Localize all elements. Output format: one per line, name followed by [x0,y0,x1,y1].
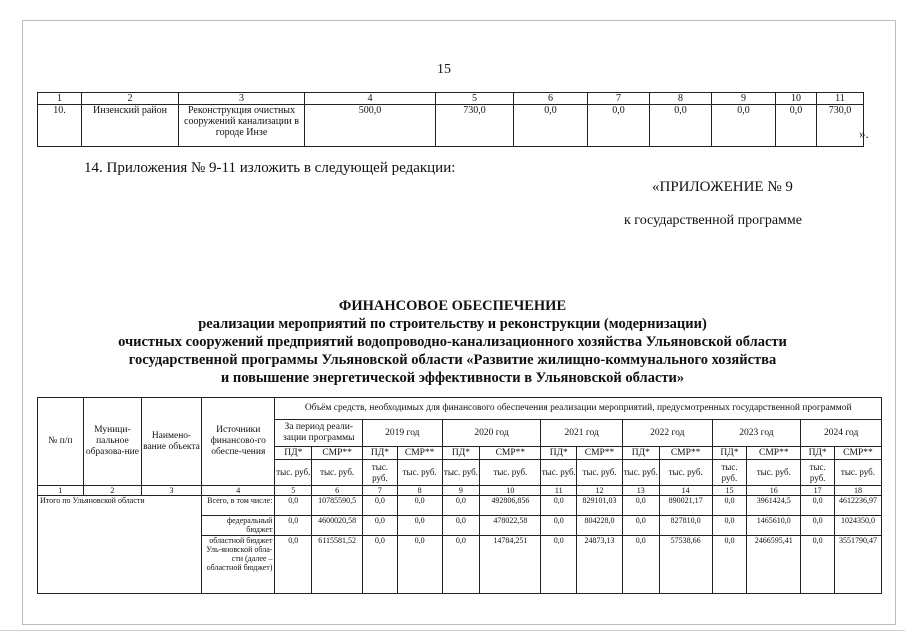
column-number: 13 [622,486,659,496]
value-cell: 0,0 [363,516,398,536]
col-source-header: Источники финансово-го обеспе-чения [202,398,275,486]
title-line: реализации мероприятий по строительству и реконструкции (модернизации) [198,316,707,332]
value-cell: 0,0 [712,496,747,516]
column-number-row [38,486,882,496]
scan-edge-line [0,630,905,631]
value-cell: 0,0 [541,496,577,516]
col-object-header: Наимено-вание объекта [141,398,201,486]
column-number: 16 [747,486,801,496]
value-cell: 3961424,5 [747,496,801,516]
value-cell: 1024350,0 [834,516,881,536]
title-line: и повышение энергетической эффективности в Ульяновской области» [220,370,685,386]
col-number-header: № п/п [38,398,84,486]
value-cell: 0,0 [363,496,398,516]
table-header-row [38,398,882,420]
period-2024-header: 2024 год [801,420,882,447]
header-cell: 11 [817,93,864,105]
source-cell: Всего, в том числе: [202,496,275,516]
source-cell: областной бюджет Уль-яновской обла-сти (далее – областной бюджет) [202,536,275,594]
smr-header: СМР** [747,447,801,460]
value-cell: 3551790,47 [834,536,881,594]
units-cell: тыс. руб. [747,460,801,486]
value-cell: 4600020,58 [312,516,363,536]
value-cell: 0,0 [622,496,659,516]
smr-header: СМР** [312,447,363,460]
column-number: 9 [442,486,480,496]
value-cell: 24873,13 [577,536,623,594]
title-line: ФИНАНСОВОЕ ОБЕСПЕЧЕНИЕ [338,298,567,314]
pd-header: ПД* [622,447,659,460]
column-number: 15 [712,486,747,496]
value-cell: 478022,58 [480,516,541,536]
column-number: 5 [275,486,312,496]
column-number: 6 [312,486,363,496]
pd-header: ПД* [712,447,747,460]
period-2023-header: 2023 год [712,420,801,447]
smr-header: СМР** [397,447,442,460]
period-2021-header: 2021 год [541,420,623,447]
table-row [38,105,864,147]
header-cell: 3 [179,93,305,105]
value-cell: 0,0 [801,496,835,516]
units-cell: тыс. руб. [622,460,659,486]
units-cell: тыс. руб. [397,460,442,486]
title-line: очистных сооружений предприятий водопроводно-канализационного хозяйства Ульяновской области [118,334,787,350]
value-cell: 0,0 [541,536,577,594]
top-table-header [38,93,864,105]
col-municipal-header: Муници-пальное образова-ние [83,398,141,486]
column-number: 4 [202,486,275,496]
paragraph-14: 14. Приложения № 9-11 изложить в следующей редакции: [84,160,456,176]
units-cell: тыс. руб. [442,460,480,486]
value-cell: 14784,251 [480,536,541,594]
document-title [30,297,875,387]
value-cell: 4612236,97 [834,496,881,516]
smr-header: СМР** [480,447,541,460]
value-cell: 0,0 [776,105,817,147]
value-cell: 0,0 [712,536,747,594]
title-line: государственной программы Ульяновской области «Развитие жилищно-коммунального хозяйства [128,352,777,368]
units-cell: тыс. руб. [275,460,312,486]
value-cell: 827810,0 [659,516,712,536]
value-cell: 492806,856 [480,496,541,516]
value-cell: 829101,03 [577,496,623,516]
column-number: 10 [480,486,541,496]
value-cell: 10785590,5 [312,496,363,516]
header-cell: 5 [436,93,514,105]
pd-header: ПД* [541,447,577,460]
source-cell: федеральный бюджет [202,516,275,536]
header-cell: 8 [650,93,712,105]
value-cell: 0,0 [442,496,480,516]
units-cell: тыс. руб. [712,460,747,486]
financing-table [37,397,882,594]
pd-header: ПД* [801,447,835,460]
header-cell: 4 [305,93,436,105]
period-2020-header: 2020 год [442,420,541,447]
smr-header: СМР** [834,447,881,460]
value-cell: 1465610,0 [747,516,801,536]
units-cell: тыс. руб. [834,460,881,486]
value-cell: 0,0 [801,536,835,594]
appendix-subtitle: к государственной программе [624,213,802,228]
units-cell: тыс. руб. [363,460,398,486]
volume-header: Объём средств, необходимых для финансового обеспечения реализации мероприятий, предусмотренных государственной программой [275,398,882,420]
pd-header: ПД* [275,447,312,460]
column-number: 1 [38,486,84,496]
value-cell: 0,0 [622,516,659,536]
value-cell: 0,0 [397,536,442,594]
value-cell: 890021,17 [659,496,712,516]
value-cell: 0,0 [541,516,577,536]
column-number: 7 [363,486,398,496]
row-number: 10. [38,105,82,147]
value-cell: 0,0 [712,105,776,147]
object-cell: Реконструкция очистных сооружений канализации в городе Инзе [179,105,305,147]
value-cell: 0,0 [588,105,650,147]
value-cell: 57538,66 [659,536,712,594]
value-cell: 0,0 [442,536,480,594]
period-2019-header: 2019 год [363,420,442,447]
header-cell: 10 [776,93,817,105]
value-cell: 6115581,52 [312,536,363,594]
units-cell: тыс. руб. [541,460,577,486]
value-cell: 0,0 [622,536,659,594]
units-cell: тыс. руб. [312,460,363,486]
top-table [37,92,864,147]
value-cell: 730,0 [436,105,514,147]
closing-quote: ». [859,126,869,141]
value-cell: 0,0 [275,536,312,594]
value-cell: 0,0 [363,536,398,594]
value-cell: 0,0 [712,516,747,536]
column-number: 18 [834,486,881,496]
column-number: 17 [801,486,835,496]
page-number: 15 [437,62,451,77]
value-cell: 0,0 [442,516,480,536]
column-number: 11 [541,486,577,496]
units-cell: тыс. руб. [659,460,712,486]
total-label: Итого по Ульяновской области [38,496,202,594]
value-cell: 2466595,41 [747,536,801,594]
value-cell: 0,0 [650,105,712,147]
units-cell: тыс. руб. [480,460,541,486]
pd-header: ПД* [363,447,398,460]
column-number: 14 [659,486,712,496]
header-cell: 6 [514,93,588,105]
value-cell: 0,0 [514,105,588,147]
column-number: 8 [397,486,442,496]
smr-header: СМР** [659,447,712,460]
value-cell: 804228,0 [577,516,623,536]
header-cell: 2 [82,93,179,105]
units-cell: тыс. руб. [577,460,623,486]
header-cell: 9 [712,93,776,105]
value-cell: 0,0 [397,496,442,516]
smr-header: СМР** [577,447,623,460]
period-total-header: За период реали-зации программы [275,420,363,447]
units-cell: тыс. руб. [801,460,835,486]
table-row-total [38,496,882,516]
pd-header: ПД* [442,447,480,460]
column-number: 3 [141,486,201,496]
column-number: 2 [83,486,141,496]
value-cell: 730,0 [817,105,864,147]
value-cell: 0,0 [275,516,312,536]
period-2022-header: 2022 год [622,420,712,447]
value-cell: 500,0 [305,105,436,147]
value-cell: 0,0 [397,516,442,536]
appendix-label: «ПРИЛОЖЕНИЕ № 9 [652,179,793,195]
value-cell: 0,0 [801,516,835,536]
header-cell: 7 [588,93,650,105]
value-cell: 0,0 [275,496,312,516]
column-number: 12 [577,486,623,496]
district-cell: Инзенский район [82,105,179,147]
header-cell: 1 [38,93,82,105]
